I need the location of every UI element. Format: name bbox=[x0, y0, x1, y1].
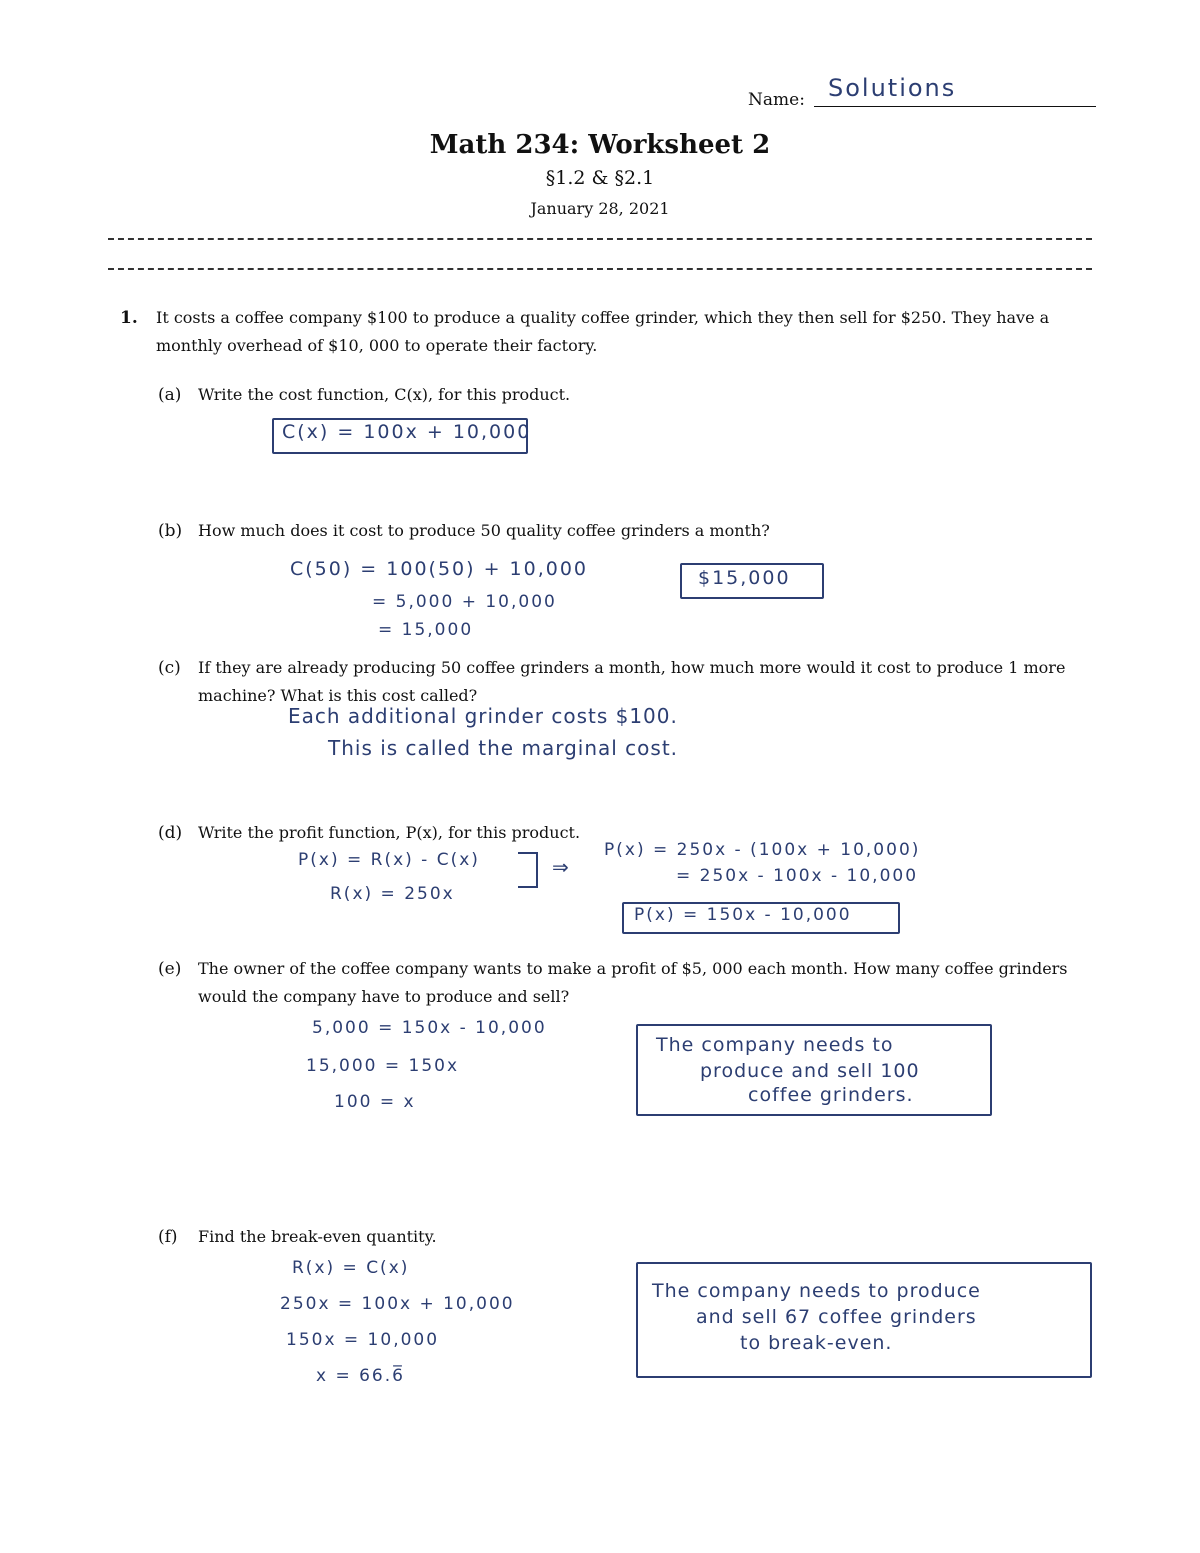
part-c-answer-line2: This is called the marginal cost. bbox=[328, 736, 679, 760]
part-d-work-left: P(x) = R(x) - C(x) bbox=[298, 850, 480, 870]
part-f-label: (f) bbox=[158, 1227, 178, 1247]
part-f-work-line: x = 66.6̅ bbox=[316, 1366, 405, 1386]
part-c-question-line1: If they are already producing 50 coffee grinders a month, how much more would it cost to produce 1 more bbox=[198, 658, 1066, 677]
problem-number: 1. bbox=[120, 308, 138, 328]
part-d-question: Write the profit function, P(x), for this product. bbox=[198, 823, 581, 842]
page-title: Math 234: Worksheet 2 bbox=[429, 130, 771, 160]
name-label: Name: bbox=[748, 90, 805, 110]
part-d-answer: P(x) = 150x - 10,000 bbox=[634, 905, 852, 925]
name-underline bbox=[814, 106, 1096, 107]
problem-text-line2: monthly overhead of $10, 000 to operate their factory. bbox=[156, 336, 598, 355]
part-c-label: (c) bbox=[158, 658, 181, 678]
part-f-answer-line: to break-even. bbox=[740, 1332, 893, 1354]
name-value: Solutions bbox=[828, 74, 957, 102]
problem-text-line1: It costs a coffee company $100 to produce a quality coffee grinder, which they then sell for $250. They have a bbox=[156, 308, 1050, 327]
part-a-label: (a) bbox=[158, 385, 182, 405]
part-d-work-right: = 250x - 100x - 10,000 bbox=[676, 866, 919, 886]
part-b-work-line: C(50) = 100(50) + 10,000 bbox=[290, 558, 589, 580]
part-e-question-line1: The owner of the coffee company wants to make a profit of $5, 000 each month. How many coffee grinders bbox=[198, 959, 1068, 978]
part-c-question-line2: machine? What is this cost called? bbox=[198, 686, 478, 705]
part-b-work-line: = 15,000 bbox=[378, 620, 474, 640]
part-f-answer-line: and sell 67 coffee grinders bbox=[696, 1306, 977, 1328]
part-d-work-right: P(x) = 250x - (100x + 10,000) bbox=[604, 840, 921, 860]
part-e-work-line: 15,000 = 150x bbox=[306, 1056, 460, 1076]
part-f-question: Find the break-even quantity. bbox=[198, 1227, 437, 1246]
divider-rule-1 bbox=[108, 238, 1092, 240]
part-e-question-line2: would the company have to produce and sell? bbox=[198, 987, 570, 1006]
part-d-implies-arrow: ⇒ bbox=[552, 855, 571, 879]
part-e-work-line: 100 = x bbox=[334, 1092, 416, 1112]
part-d-bracket bbox=[518, 852, 538, 888]
part-b-answer: $15,000 bbox=[698, 567, 791, 589]
part-e-answer-line: produce and sell 100 bbox=[700, 1060, 920, 1082]
part-c-answer-line1: Each additional grinder costs $100. bbox=[288, 704, 678, 728]
part-a-answer: C(x) = 100x + 10,000 bbox=[282, 421, 532, 443]
part-f-work-line: R(x) = C(x) bbox=[292, 1258, 410, 1278]
page-subtitle: §1.2 & §2.1 bbox=[545, 167, 655, 189]
part-f-answer-line: The company needs to produce bbox=[652, 1280, 981, 1302]
part-b-work-line: = 5,000 + 10,000 bbox=[372, 592, 557, 612]
part-e-answer-line: coffee grinders. bbox=[748, 1084, 914, 1106]
part-d-label: (d) bbox=[158, 823, 183, 843]
part-e-answer-line: The company needs to bbox=[656, 1034, 894, 1056]
part-e-work-line: 5,000 = 150x - 10,000 bbox=[312, 1018, 547, 1038]
part-e-label: (e) bbox=[158, 959, 182, 979]
part-f-work-line: 150x = 10,000 bbox=[286, 1330, 440, 1350]
part-f-work-line: 250x = 100x + 10,000 bbox=[280, 1294, 515, 1314]
part-a-question: Write the cost function, C(x), for this product. bbox=[198, 385, 571, 404]
divider-rule-2 bbox=[108, 268, 1092, 270]
part-d-work-left: R(x) = 250x bbox=[330, 884, 455, 904]
part-b-question: How much does it cost to produce 50 quality coffee grinders a month? bbox=[198, 521, 770, 540]
page-date: January 28, 2021 bbox=[530, 199, 670, 218]
part-b-label: (b) bbox=[158, 521, 183, 541]
